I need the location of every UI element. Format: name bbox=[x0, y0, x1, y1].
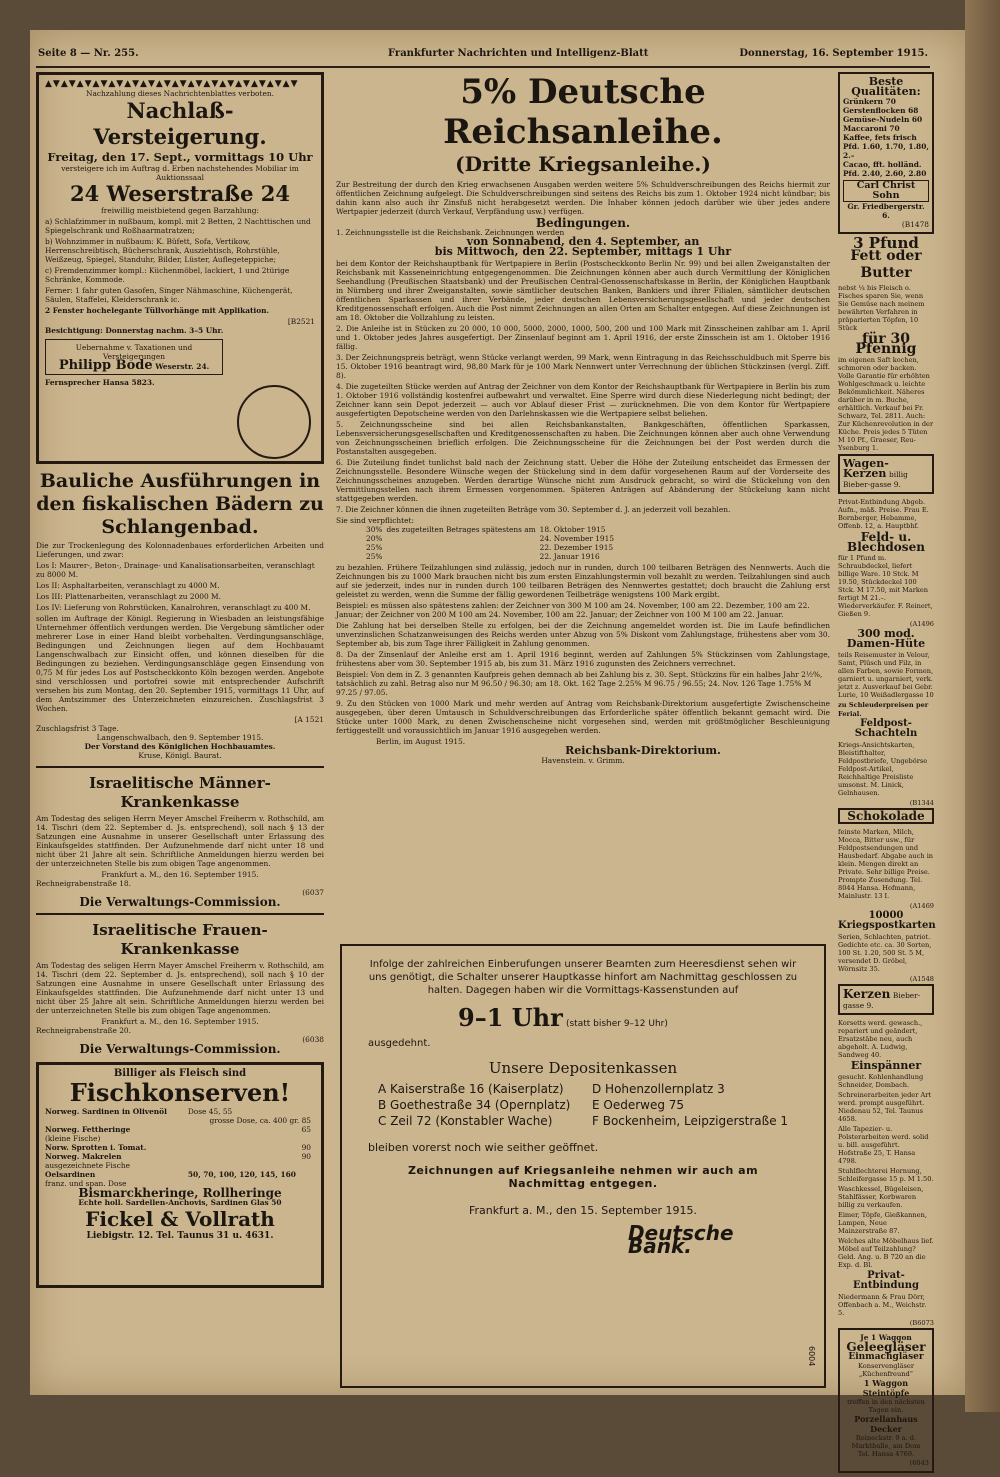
quality-name: Gemüse-Nudeln bbox=[843, 115, 910, 124]
glas-sub: Einmachgläser bbox=[848, 1352, 924, 1362]
glas-title: Geleegläser bbox=[846, 1340, 926, 1354]
bank-hours-row bbox=[458, 1003, 798, 1032]
einspaenner-body: gesucht. Kohlenhandlung Schneider, Dombach. bbox=[838, 1073, 924, 1089]
deutsche-bank-ad bbox=[340, 944, 826, 1388]
classified-item: Stuhlflechterei Hornung, Schleifergasse 15 p. M 1.50. bbox=[838, 1167, 934, 1183]
nachlass-item: c) Fremdenzimmer kompl.: Küchenmöbel, lackiert, 1 und 2türige Schränke, Kommode. bbox=[45, 266, 290, 284]
entbindung-ad: Privat-Entbindung Abgeb. Aufn., mäß. Preise. Frau E. Bornberger, Hebamme, Offenb. 12, a. Hauptbhf. bbox=[838, 498, 929, 530]
quality-name: Maccaroni bbox=[843, 124, 887, 133]
anleihe-p5: 5. Zeichnungsscheine sind bei allen Reichsbankanstalten, Bankgeschäften, öffentlichen Sparkassen, Lebensversicherungsgesellschaften und Kreditgenossenschaften zu haben. Die Zeichnungen können aber auch ohne Verwendung von Zeichnungsscheinen brieflich erfolgen. Die Zeichnungsscheine für die Zeichnungen bei der Post werden durch die Postanstalten ausgegeben. bbox=[336, 420, 830, 456]
bauliche-los: Los I: Maurer-, Beton-, Drainage- und Kanalisationsarbeiten, veranschlagt zu 8000 M. bbox=[36, 561, 315, 579]
bank-hours: 9–1 Uhr bbox=[458, 1003, 563, 1032]
fett-body: nebst ¼ bis Fleisch o. Fisches sparen Sie, wenn Sie Gemüse nach meinem bewährten Verfahren in präparierten Töpfen, 10 Stück bbox=[838, 284, 925, 332]
fisch-note: 90 bbox=[301, 1152, 311, 1161]
nachlass-fenster: 2 Fenster hochelegante Tüllvorhänge mit Applikation. bbox=[45, 306, 270, 315]
schedule-lead: des zugeteilten Betrages spätestens am bbox=[386, 525, 536, 534]
schedule-pct: 25% bbox=[366, 552, 383, 561]
bauliche-body: sollen im Auftrage der Königl. Regierung in Wiesbaden an leistungsfähige Unternehmer öffentlich verdungen werden. Die Vergebung sämtlicher oder mehrerer Lose in einer Hand bleibt vorbehalten. Verdingungsanschläge, Bedingungen und Zeichnungen liegen auf dem Hochbauamt Langenschwalbach zur Einsicht offen, und können dieselben für die Bedingungen zu beziehen. Verdingungsanschläge gegen Einsendung von 0,75 M für jedes Los auf Postscheckkonto Köln bezogen werden. Angebote sind verschlossen und portofrei sowie mit entsprechender Aufschrift versehen bis zum Montag, den 20. September 1915, vormittags 11 Uhr, auf dem Amtszimmer des Unterzeichneten einzureichen. Zuschlagsfrist 3 Wochen. bbox=[36, 614, 324, 713]
nachlass-notice: Nachzahlung dieses Nachrichtenblattes verboten. bbox=[86, 89, 274, 98]
anleihe-p9: 9. Zu den Stücken von 1000 Mark und mehr werden auf Antrag vom Reichsbank-Direktorium ausgefertigte Zwischenscheine ausgegeben, über deren Umtausch in Schuldverschreibungen das Erforderliche später öffentlich bekannt gemacht wird. Die Stücke unter 1000 Mark, zu denen Zwischenscheine nicht vorgesehen sind, werden mit größtmöglicher Beschleunigung fertiggestellt und voraussichtlich im Januar 1916 ausgegeben werden. bbox=[336, 699, 830, 735]
schedule-row bbox=[366, 525, 618, 534]
privat-title: Privat-Entbindung bbox=[852, 1270, 920, 1291]
quality-price: Pfd. 1.60, 1.70, 1.80, 2.– bbox=[843, 142, 929, 160]
divider bbox=[36, 766, 324, 768]
schedule-row bbox=[366, 534, 618, 543]
fisch-anchovis: Echte holl. Sardellen-Anchovis, Sardinen Glas 50 bbox=[78, 1198, 282, 1207]
fisch-note: 50, 70, 100, 120, 145, 160 bbox=[187, 1170, 296, 1179]
depo-item: D Hohenzollernplatz 3 bbox=[592, 1082, 725, 1096]
anleihe-p3: 3. Der Zeichnungspreis beträgt, wenn Stücke verlangt werden, 99 Mark, wenn Eintragung in das Reichsschuldbuch mit Sperre bis 15. Oktober 1916 beantragt wird, 98,80 Mark für je 100 Mark Nennwert unter Verrechnung der üblichen Stückzinsen (vergl. Ziff. 8). bbox=[336, 353, 830, 380]
bauliche-title: Bauliche Ausführungen in den fiskalischen Bädern zu Schlangenbad. bbox=[36, 470, 324, 538]
maenner-addr: Rechneigrabenstraße 18. bbox=[36, 879, 131, 888]
auctioneer-address: Weserstr. 24. bbox=[155, 362, 210, 371]
fisch-firm: Fickel & Vollrath bbox=[85, 1207, 275, 1231]
schedule-row bbox=[366, 552, 618, 561]
fisch-label: Norw. Sprotten i. Tomat. bbox=[45, 1143, 147, 1152]
bauliche-intro: Die zur Trockenlegung des Kolonnadenbaues erforderlichen Arbeiten und Lieferungen, und zwar: bbox=[36, 541, 324, 559]
bank-ausgedehnt: ausgedehnt. bbox=[368, 1038, 431, 1049]
header-left: Seite 8 — Nr. 255. bbox=[38, 48, 139, 59]
auctioneer-seal-icon bbox=[237, 385, 311, 459]
anleihe-example: Beispiel: es müssen also spätestens zahlen: der Zeichner von 300 M 100 am 24. November, 100 am 22. Dezember, 100 am 22. Januar; der Zeichner von 200 M 100 am 24. November, 100 am 22. Januar; der Zeichner von 100 M 100 am 22. Januar. bbox=[336, 601, 810, 619]
nachlass-code: [B2521 bbox=[287, 317, 315, 326]
nachlass-besichtigung: Besichtigung: Donnerstag nachm. 3–5 Uhr. bbox=[45, 326, 224, 335]
quality-name: Kaffee, fets frisch bbox=[843, 133, 917, 142]
quality-address: Gr. Friedbergerstr. 6. bbox=[847, 202, 925, 220]
fisch-top: Billiger als Fleisch sind bbox=[113, 1068, 247, 1079]
fisch-note: 90 bbox=[301, 1143, 311, 1152]
schedule-date: 18. Oktober 1915 bbox=[539, 525, 606, 534]
frauen-code: (6038 bbox=[302, 1035, 324, 1044]
header-right: Donnerstag, 16. September 1915. bbox=[739, 48, 928, 59]
anleihe-p8b: Beispiel: Von dem in Z. 3 genannten Kaufpreis gehen demnach ab bei Zahlung bis z. 30. Sept. Stückzins für ein halbes Jahr 2½%, tatsächlich zu zahl. Betrag also nur M 96.50 / 96.30; am 18. Okt. 162 Tage 2.25% M 96.75 / 96.55; 24. Nov. 126 Tage 1.75% M 97.25 / 97.05. bbox=[336, 670, 823, 697]
anleihe-p6: 6. Die Zuteilung findet tunlichst bald nach der Zeichnung statt. Ueber die Höhe der Zuteilung entscheidet das Ermessen der Zeichnungsstelle. Besondere Wünsche wegen der Stückelung sind in dem dafür vorgesehenen Raum auf der Vorderseite des Zeichnungsscheines anzugeben. Werden derartige Wünsche nicht zum Ausdruck gebracht, so wird die Stückelung von den Vermittlungsstellen nach ihrem Ermessen vorgenommen. Späteren Anträgen auf Abänderung der Stückelung kann nicht stattgegeben werden. bbox=[336, 458, 830, 503]
quality-item bbox=[843, 106, 929, 115]
fisch-label: Norweg. Fettheringe bbox=[45, 1125, 131, 1134]
glas-ad bbox=[838, 1328, 934, 1473]
bank-depo-title: Unsere Depositenkassen bbox=[488, 1059, 678, 1077]
quality-name: Gerstenflocken bbox=[843, 106, 906, 115]
anleihe-p2: 2. Die Anleihe ist in Stücken zu 20 000, 10 000, 5000, 2000, 1000, 500, 200 und 100 Mark mit Zinsscheinen zahlbar am 1. April und 1. Oktober jedes Jahres ausgefertigt. Der Zinsenlauf beginnt am 1. April 1916, der erste Zinsschein ist am 1. Oktober 1916 fällig. bbox=[336, 324, 830, 351]
anleihe-p1a: 1. Zeichnungsstelle ist die Reichsbank. Zeichnungen werden bbox=[336, 228, 565, 237]
feldpost-body: Kriegs-Ansichtskarten, Bleistifthalter, Feldpostbriefe, Ungebörse Feldpost-Artikel, Reichhaltige Preisliste umsonst. M. Linick, Gelnhausen. bbox=[838, 741, 928, 797]
quality-title: Beste Qualitäten: bbox=[851, 75, 921, 98]
fisch-label: Norweg. Sardinen in Olivenöl bbox=[45, 1107, 167, 1116]
depo-row bbox=[378, 1097, 792, 1113]
anleihe-p1d: bei dem Kontor der Reichshauptbank für Wertpapiere in Berlin (Postscheckkonto Berlin Nr. 99) und bei allen Zweiganstalten der Reichsbank mit Kasseneinrichtung entgegengenommen. Die Zeichnungen können aber auch durch Vermittlung der Königlichen Seehandlung (Preußischen Staatsbank) und der Preußischen Central-Genossenschaftskasse in Berlin, der Königlichen Hauptbank in Nürnberg und ihrer Zweiganstalten, sowie sämtlicher deutschen Banken, Bankiers und ihrer Filialen, sämtlicher deutschen öffentlichen Sparkassen und ihrer Verbände, jeder deutschen Lebensversicherungsgesellschaft und jeder deutschen Kreditgenossenschaft erfolgen. Auch die Post nimmt Zeichnungen an allen Orten am Schalter entgegen. Auf diese Zeichnungen ist am 18. Oktober die Vollzahlung zu leisten. bbox=[336, 259, 830, 322]
feldpost-title: Feldpost-Schachteln bbox=[854, 718, 918, 739]
nachlass-date: Freitag, den 17. Sept., vormittags 10 Uhr bbox=[47, 150, 313, 164]
anleihe-title: 5% Deutsche Reichsanleihe. bbox=[443, 72, 723, 152]
fisch-row bbox=[45, 1161, 315, 1170]
feld-title: Feld- u. Blechdosen bbox=[847, 530, 925, 554]
glas-address: Reineckstr. 9 a. d. Marktballe, am Dom bbox=[851, 1434, 921, 1450]
bank-intro: Infolge der zahlreichen Einberufungen unserer Beamten zum Heeresdienst sehen wir uns genötigt, die Schalter unserer Hauptkasse hinfort am Nachmittag geschlossen zu halten. Dagegen haben wir die Vormittags-Kassenstunden auf bbox=[368, 959, 798, 996]
anleihe-p1b: von Sonnabend, den 4. September, an bbox=[466, 235, 700, 248]
quality-item bbox=[843, 160, 929, 178]
fisch-row bbox=[45, 1134, 315, 1143]
kerzen-ad bbox=[838, 984, 934, 1015]
fisch-note: 65 bbox=[301, 1125, 311, 1134]
bank-code: 6004 bbox=[807, 1345, 816, 1366]
schedule-pct: 25% bbox=[366, 543, 383, 552]
quality-item bbox=[843, 115, 929, 124]
feld-body: für 1 Pfund m. Schraubdeckel, liefert billige Ware. 10 Stck. M 19.50, Stückdeckel 100 Stck. M 17.50, mit Marken fertigt M 21.–. Wiederverkäufer. F. Reinert, Gießen 9. bbox=[838, 554, 933, 618]
fett-head: 3 Pfund bbox=[853, 234, 919, 252]
quality-name: Grünkern bbox=[843, 97, 884, 106]
depo-row bbox=[378, 1113, 792, 1129]
maenner-title: Israelitische Männer-Krankenkasse bbox=[89, 774, 271, 811]
right-column bbox=[838, 72, 934, 1477]
anleihe-intro: Zur Bestreitung der durch den Krieg erwachsenen Ausgaben werden weitere 5% Schuldverschreibungen des Reichs hiermit zur öffentlichen Zeichnung aufgelegt. Die Schuldverschreibungen sind seitens des Reichs bis zum 1. Oktober 1924 nicht kündbar; bis dahin kann also auch ihr Zinsfuß nicht herabgesetzt werden. Die Inhaber können jedoch darüber wie über jedes andere Wertpapier jederzeit (durch Verkauf, Verpfändung usw.) verfügen. bbox=[336, 180, 830, 216]
taxation-text: Uebernahme v. Taxationen und Versteigerungen bbox=[75, 343, 193, 361]
glas-sub2: Konservengläser „Küchenfreund“ bbox=[858, 1362, 914, 1378]
fisch-note: grosse Dose, ca. 400 gr. 85 bbox=[209, 1116, 311, 1125]
classified-item: Schreinerarbeiten jeder Art werd. prompt ausgeführt. Niedenau 52, Tel. Taunus 4658. bbox=[838, 1091, 932, 1123]
fisch-ad bbox=[36, 1062, 324, 1288]
kerzen-title: Kerzen bbox=[843, 987, 891, 1001]
schedule-pct: 30% bbox=[366, 525, 383, 534]
nachlass-item: b) Wohnzimmer in nußbaum: K. Büfett, Sofa, Vertikow, Herrenschreibtisch, Bücherschrank, Ausziehtisch, Rohrstühle, Weißzeug, Spiegel, Standuhr, Bilder, Lüster, Auflegeteppiche; bbox=[45, 237, 280, 264]
depo-item: A Kaiserstraße 16 (Kaiserplatz) bbox=[378, 1082, 564, 1096]
anleihe-subtitle: (Dritte Kriegsanleihe.) bbox=[455, 152, 711, 176]
payment-schedule bbox=[366, 525, 618, 561]
bank-bleiben: bleiben vorerst noch wie seither geöffnet. bbox=[368, 1141, 599, 1154]
glas-tel: Tel. Hansa 4769. bbox=[857, 1450, 915, 1458]
quality-firm: Carl Christ Sohn bbox=[843, 180, 929, 202]
classified-item: Welches alte Möbelhaus lief. Möbel auf Teilzahlung? Geld. Ang. u. B 720 an die Exp. d. Bl. bbox=[838, 1237, 934, 1269]
kerzen-note: Bieber-gasse 9. bbox=[843, 991, 921, 1010]
fisch-detail: franz. und span. Dose bbox=[45, 1179, 127, 1188]
anleihe-p8: 8. Da der Zinsenlauf der Anleihe erst am 1. April 1916 beginnt, werden auf Zahlungen 5% Stückzinsen vom Zahlungstage, frühestens aber vom 30. September 1915 ab, bis zum 31. März 1916 zugunsten des Zeichners verrechnet. bbox=[336, 650, 830, 668]
anleihe-date: Berlin, im August 1915. bbox=[376, 737, 466, 746]
bank-date: Frankfurt a. M., den 15. September 1915. bbox=[468, 1204, 698, 1217]
quality-code: (B1478 bbox=[901, 220, 929, 229]
feld-code: (A1496 bbox=[909, 620, 934, 628]
nachlass-ad bbox=[36, 72, 324, 464]
fisch-row bbox=[45, 1116, 315, 1125]
maenner-place: Frankfurt a. M., den 16. September 1915. bbox=[101, 870, 259, 879]
nachlass-title: Nachlaß-Versteigerung. bbox=[93, 98, 267, 149]
fett-more: im eigenen Saft kochen, schmoren oder backen. Volle Garantie für erhöhten Wohlgeschmack u. leichte Bekömmlichkeit. Näheres darüber in m. Buche, erhältlich. Verkauf bei Fr. Schwarz, Tel. 2811. Auch: Zur Küchenrevolution in der Küche. Preis jedes 5 Tüten M 10 Pf., Graeser, Reu-Ysenburg 1. bbox=[838, 356, 934, 452]
karten-code: (A1548 bbox=[909, 975, 934, 983]
schedule-row bbox=[366, 543, 618, 552]
nachlass-ferner: Ferner: 1 fahr guten Gasofen, Singer Nähmaschine, Küchengerät, Säulen, Staffelei, Kleiderschrank ic. bbox=[45, 286, 293, 304]
bank-depo-table bbox=[378, 1081, 792, 1129]
glas-code: (6043 bbox=[909, 1459, 929, 1467]
quality-item bbox=[843, 124, 929, 133]
schedule-date: 24. November 1915 bbox=[539, 534, 615, 543]
karten-body: Serien, Schlachten, patriot. Gedichte etc. ca. 30 Sorten, 100 St. 1.20, 500 St. 5 M, versendet D. Gröbel, Wörnsitz 35. bbox=[838, 933, 932, 973]
schoko-title: Schokolade bbox=[847, 809, 925, 823]
schoko-ad bbox=[838, 808, 934, 824]
depo-item: F Bockenheim, Leipzigerstraße 1 bbox=[592, 1114, 789, 1128]
anleihe-names: Havenstein. v. Grimm. bbox=[541, 756, 625, 765]
quality-price: Pfd. 2.40, 2.60, 2.80 bbox=[843, 169, 927, 178]
quality-item bbox=[843, 133, 929, 160]
auctioneer-phone: Fernsprecher Hansa 5823. bbox=[45, 378, 155, 387]
schoko-body: feinste Marken, Milch, Mocca, Bitter usw., für Feldpostsendungen und Hausbedarf. Abgabe auch in klein. Mengen direkt an Private. Sehr billige Preise. Prompte Zusendung. Tel. 8044 Hansa. Hofmann, Mainlustr. 13 I. bbox=[838, 828, 934, 900]
bauliche-zuschlag: Zuschlagsfrist 3 Tage. bbox=[36, 724, 119, 733]
classified-item: Alle Tapezier- u. Polsterarbeiten werd. solid u. bill. ausgeführt. Hofstraße 25, T. Hansa 4798. bbox=[838, 1125, 929, 1165]
wagen-ad bbox=[838, 454, 934, 494]
anleihe-p7b: Sie sind verpflichtet: bbox=[336, 516, 414, 525]
depo-item: E Oederweg 75 bbox=[592, 1098, 685, 1112]
depo-row bbox=[378, 1081, 792, 1097]
einspaenner-title: Einspänner bbox=[850, 1059, 922, 1072]
quality-name: Cacao, fft. holländ. bbox=[843, 160, 922, 169]
schoko-code: (A1469 bbox=[909, 902, 934, 910]
fisch-row bbox=[45, 1170, 315, 1179]
page-header bbox=[38, 48, 928, 66]
wagen-title: Wagen-Kerzen bbox=[843, 457, 889, 480]
bauliche-place: Langenschwalbach, den 9. September 1915. bbox=[96, 733, 264, 742]
quality-price: 60 bbox=[911, 115, 923, 124]
header-rule bbox=[36, 66, 930, 68]
bauliche-code: [A 1521 bbox=[294, 715, 324, 724]
classified-item: Eimer, Töpfe, Gießkannen, Lampen, Neue Mainzerstraße 87. bbox=[838, 1211, 927, 1235]
anleihe-p7: 7. Die Zeichner können die ihnen zugeteilten Beträge vom 30. September d. J. an jederzeit voll bezahlen. bbox=[336, 505, 731, 514]
frauen-title: Israelitische Frauen-Krankenkasse bbox=[92, 921, 268, 958]
frauen-place: Frankfurt a. M., den 16. September 1915. bbox=[101, 1017, 259, 1026]
huete-title: 300 mod. Damen-Hüte bbox=[846, 627, 926, 650]
anleihe-p1c: bis Mittwoch, den 22. September, mittags 1 Uhr bbox=[434, 245, 732, 258]
anleihe-signer: Reichsbank-Direktorium. bbox=[565, 744, 721, 757]
maenner-body: Am Todestag des seligen Herrn Meyer Amschel Freiherrn v. Rothschild, am 14. Tischri (dem 22. September d. Js. entsprechend), soll nach § 13 der Satzungen eine Ausnahme in unserer Gesellschaft unter Erlassung des Einkaufsgeldes stattfinden. Der Aufzunehmende darf nicht unter 18 und nicht über 21 Jahre alt sein. Schriftliche Anmeldungen hierzu werden bei der unterzeichneten Stelle bis zum obigen Tage angenommen. bbox=[36, 814, 324, 868]
bauliche-los: Los IV: Lieferung von Rohrstücken, Kanalrohren, veranschlagt zu 400 M. bbox=[36, 603, 311, 612]
divider bbox=[36, 913, 324, 915]
frauen-sign: Die Verwaltungs-Commission. bbox=[79, 1042, 281, 1056]
bank-hours-note: (statt bisher 9–12 Uhr) bbox=[565, 1019, 668, 1029]
fisch-detail: (kleine Fische) bbox=[45, 1134, 101, 1143]
frauen-body: Am Todestag des seligen Herrn Mayer Amschel Freiherrn v. Rothschild, am 14. Tischri (dem 22. September d. Js. entsprechend), soll nach § 10 der Satzungen eine Ausnahme in unsere Gesellschaft unter Erlassung des Einkaufsgeldes stattfinden. Die Aufzunehmende darf nicht unter 13 und nicht über 25 Jahre alt sein. Schriftliche Anmeldungen hierzu werden bei der unterzeichneten Stelle bis zum obigen Tage angenommen. bbox=[36, 961, 324, 1015]
fisch-row bbox=[45, 1107, 315, 1116]
auctioneer-box bbox=[45, 339, 223, 375]
nachlass-intro: versteigere ich im Auftrag d. Erben nachstehendes Mobiliar im Auktionssaal bbox=[61, 164, 299, 182]
karten-title: 10000 Kriegspostkarten bbox=[838, 910, 936, 931]
depo-item: B Goethestraße 34 (Opernplatz) bbox=[378, 1098, 571, 1112]
anleihe-bedingungen: Bedingungen. bbox=[535, 216, 631, 230]
nachlass-item: a) Schlafzimmer in nußbaum, kompl. mit 2 Betten, 2 Nachttischen und Spiegelschrank und Roßhaarmatratzen; bbox=[45, 217, 311, 235]
anleihe-p7d: Die Zahlung hat bei derselben Stelle zu erfolgen, bei der die Zeichnung angemeldet worden ist. Die im Laufe befindlichen unverzinslichen Schatzanweisungen des Reichs werden unter Abzug von 5% Diskont vom Zahlungstage, frühestens aber vom 30. September ab, bis zum Tage ihrer Fälligkeit in Zahlung genommen. bbox=[336, 621, 830, 648]
glas-body: treffen in den nächsten Tagen ein. bbox=[847, 1398, 925, 1414]
anleihe-p7c: zu bezahlen. Frühere Teilzahlungen sind zulässig, jedoch nur in runden, durch 100 teilbaren Beträgen des Nennwerts. Auch die Zeichnungen bis zu 1000 Mark brauchen nicht bis zum ersten Einzahlungstermin voll bezahlt zu werden. Teilzahlungen sind auch auf sie jederzeit, indes nur in runden durch 100 teilbaren Beträgen des Nennwertes gestattet; doch braucht die Zahlung erst geleistet zu werden, wenn die Summe der fällig gewordenen Teilbeträge wenigstens 100 Mark ergibt. bbox=[336, 563, 830, 599]
auctioneer-name: Philipp Bode bbox=[58, 358, 153, 373]
fett-title: Fett oder Butter bbox=[850, 248, 922, 281]
fisch-bismarck: Bismarckheringe, Rollheringe bbox=[78, 1186, 282, 1200]
schedule-pct: 20% bbox=[366, 534, 383, 543]
huete-note: zu Schleuderpreisen per Ferial. bbox=[838, 701, 929, 718]
frauen-addr: Rechneigrabenstraße 20. bbox=[36, 1026, 131, 1035]
maenner-sign: Die Verwaltungs-Commission. bbox=[79, 895, 281, 909]
classified-item: Waschkessel, Bügeleisen, Stahlfässer, Korbwaren billig zu verkaufen. bbox=[838, 1185, 924, 1209]
quality-price: 70 bbox=[885, 97, 896, 106]
bank-zeichnungen: Zeichnungen auf Kriegsanleihe nehmen wir auch am Nachmittag entgegen. bbox=[407, 1164, 759, 1190]
quality-ad bbox=[838, 72, 934, 234]
fisch-label: Norweg. Makrelen bbox=[45, 1152, 122, 1161]
bauliche-los: Los II: Asphaltarbeiten, veranschlagt zu 4000 M. bbox=[36, 581, 220, 590]
fisch-label: Oelsardinen bbox=[45, 1170, 96, 1179]
fisch-row bbox=[45, 1125, 315, 1134]
fisch-row bbox=[45, 1152, 315, 1161]
korsett-ad: Korsetts werd. gewasch., repariert und geändert, Ersatzstäbe neu, auch abgeholt. A. Ludwig, Sandweg 40. bbox=[838, 1019, 923, 1059]
fisch-address: Liebigstr. 12. Tel. Taunus 31 u. 4631. bbox=[86, 1231, 274, 1241]
glas-top: Je 1 Waggon bbox=[860, 1333, 912, 1342]
bauliche-sign1: Der Vorstand des Königlichen Hochbauamtes. bbox=[84, 742, 276, 751]
anleihe-p4: 4. Die zugeteilten Stücke werden auf Antrag der Zeichner von dem Kontor der Reichshauptbank für Wertpapiere in Berlin bis zum 1. Oktober 1916 vollständig kostenfrei aufbewahrt und verwaltet. Eine Sperre wird durch diese Niederlegung nicht bedingt; der Zeichner kann sein Depot jederzeit — auch vor Ablauf dieser Frist — zurücknehmen. Die von dem Kontor für Wertpapiere ausgefertigten Depotscheine werden von den Darlehnskassen wie die Wertpapiere selbst beliehen. bbox=[336, 382, 830, 418]
page-edge bbox=[965, 0, 1000, 1412]
wagen-note: billig Bieber-gasse 9. bbox=[843, 470, 908, 489]
privat-code: (B6073 bbox=[909, 1319, 934, 1327]
bauliche-los: Los III: Plattenarbeiten, veranschlagt zu 2000 M. bbox=[36, 592, 221, 601]
glas-stein: 1 Waggon Steintöpfe bbox=[862, 1378, 910, 1398]
nachlass-terms: freiwillig meistbietend gegen Barzahlung: bbox=[101, 206, 259, 215]
feldpost-code: (B1344 bbox=[909, 799, 934, 807]
glas-firm: Porzellanhaus Decker bbox=[854, 1414, 918, 1434]
center-column bbox=[336, 72, 830, 1366]
bauliche-sign2: Kruse, Königl. Baurat. bbox=[138, 751, 222, 760]
quality-price: 68 bbox=[908, 106, 919, 115]
huete-body: teils Reisemuster in Velour, Samt, Plüsch und Filz, in allen Farben, sowie Formen, garniert u. ungarniert, verk. jetzt z. Ausverkauf bei Gebr. Lurie, 10 Weißadlergasse 10 bbox=[838, 651, 934, 699]
fisch-row bbox=[45, 1143, 315, 1152]
maenner-code: (6037 bbox=[302, 888, 324, 897]
fisch-title: Fischkonserven! bbox=[69, 1078, 291, 1107]
left-column bbox=[36, 72, 324, 1294]
depo-item: C Zeil 72 (Konstabler Wache) bbox=[378, 1114, 553, 1128]
triangle-border-top: ▲▼▲▼▲▼▲▼▲▼▲▼▲▼▲▼▲▼▲▼▲▼▲▼▲▼▲▼▲▼▲▼ bbox=[45, 79, 299, 89]
fisch-table bbox=[45, 1107, 315, 1188]
bank-name: Deutsche Bank. bbox=[628, 1221, 734, 1258]
fisch-detail: ausgezeichnete Fische bbox=[45, 1161, 130, 1170]
fisch-detail: Dose 45, 55 bbox=[187, 1107, 233, 1116]
schedule-date: 22. Januar 1916 bbox=[539, 552, 600, 561]
quality-price: 70 bbox=[889, 124, 900, 133]
header-center: Frankfurter Nachrichten und Intelligenz-Blatt bbox=[388, 48, 649, 59]
nachlass-address: 24 Weserstraße 24 bbox=[69, 181, 291, 206]
quality-item bbox=[843, 97, 929, 106]
privat-body: Niedermann & Frau Dörr, Offenbach a. M., Weichstr. 5. bbox=[838, 1293, 927, 1317]
fett-price: für 30 Pfennig bbox=[855, 331, 917, 357]
schedule-date: 22. Dezember 1915 bbox=[539, 543, 614, 552]
